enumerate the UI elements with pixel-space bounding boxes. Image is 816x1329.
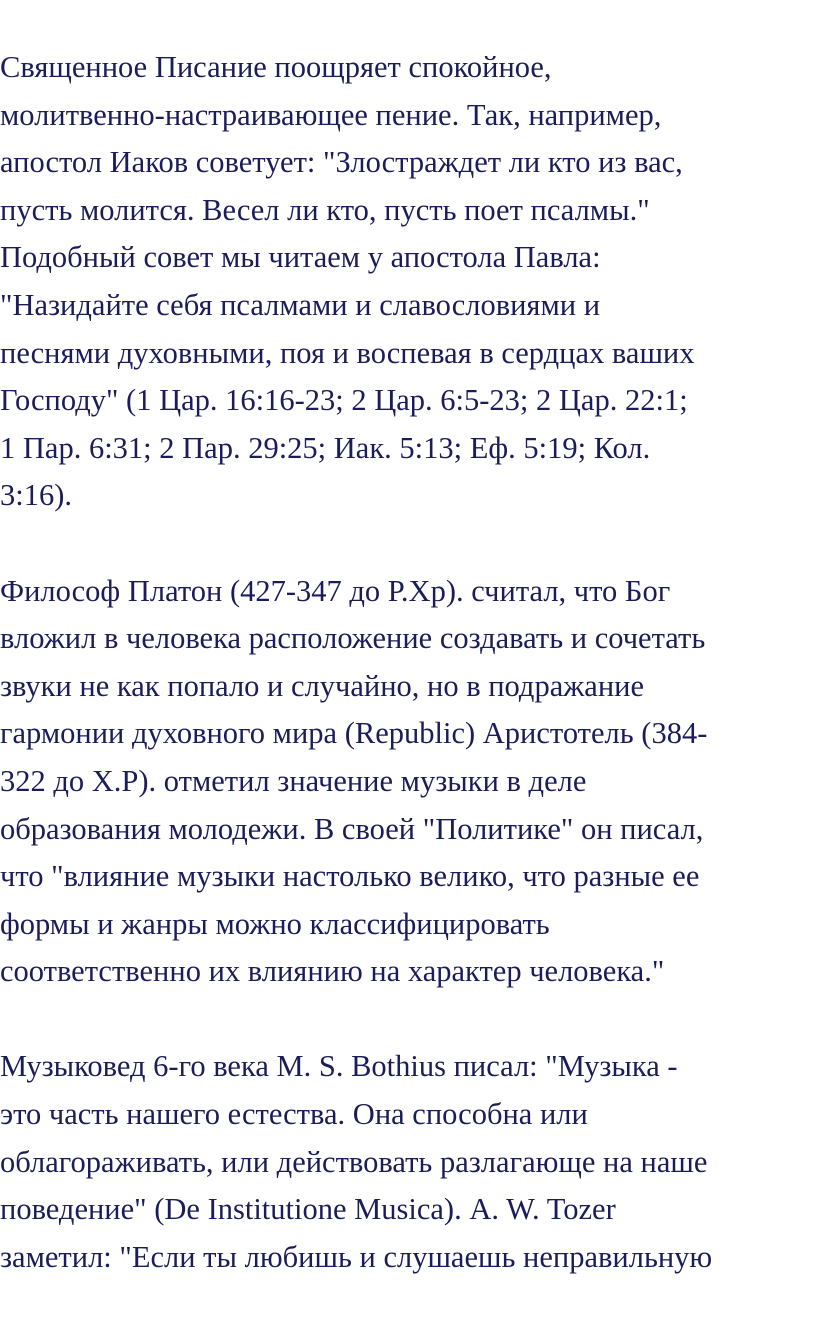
text-line: "Назидайте себя псалмами и славословиями и <box>0 287 601 322</box>
paragraph-musicologists <box>0 1043 816 1281</box>
text-line: 3:16). <box>0 478 73 513</box>
paragraph-scripture <box>0 44 816 520</box>
text-line: гармонии духовного мира (Republic) Аристотель (384- <box>0 716 708 751</box>
text-line: Священное Писание поощряет спокойное, <box>0 50 552 84</box>
text-line: звуки не как попало и случайно, но в подражание <box>0 668 645 703</box>
text-line: пусть молится. Весел ли кто, пусть поет псалмы." <box>0 192 650 227</box>
text-line: облагораживать, или действовать разлагающе на наше <box>0 1144 708 1179</box>
text-line: поведение" (De Institutione Musica). A. W. Tozer <box>0 1192 616 1227</box>
text-line: что "влияние музыки настолько велико, что разные ее <box>0 859 700 894</box>
text-line: Музыковед 6-го века M. S. Bothius писал: "Музыка - <box>0 1049 678 1084</box>
text-line: молитвенно-настраивающее пение. Так, например, <box>0 97 662 132</box>
text-line: апостол Иаков советует: "Злостраждет ли кто из вас, <box>0 145 683 180</box>
text-line: вложил в человека расположение создавать и сочетать <box>0 621 706 656</box>
text-line: заметил: "Если ты любишь и слушаешь неправильную <box>0 1239 713 1274</box>
text-line: 322 до Х.Р). отметил значение музыки в деле <box>0 763 587 798</box>
text-line: Господу" (1 Цар. 16:16-23; 2 Цар. 6:5-23; 2 Цар. 22:1; <box>0 383 688 418</box>
paragraph-philosophers <box>0 568 816 996</box>
text-line: Подобный совет мы читаем у апостола Павла: <box>0 240 601 275</box>
text-line: это часть нашего естества. Она способна или <box>0 1097 588 1132</box>
text-line: формы и жанры можно классифицировать <box>0 906 550 941</box>
document-body <box>0 44 816 1329</box>
text-line: 1 Пар. 6:31; 2 Пар. 29:25; Иак. 5:13; Еф. 5:19; Кол. <box>0 430 651 465</box>
text-line: Философ Платон (427-347 до Р.Хр). считал, что Бог <box>0 573 671 608</box>
text-line: песнями духовными, поя и воспевая в сердцах ваших <box>0 335 695 370</box>
text-line: соответственно их влиянию на характер человека." <box>0 954 665 989</box>
text-line: образования молодежи. В своей "Политике" он писал, <box>0 811 704 846</box>
